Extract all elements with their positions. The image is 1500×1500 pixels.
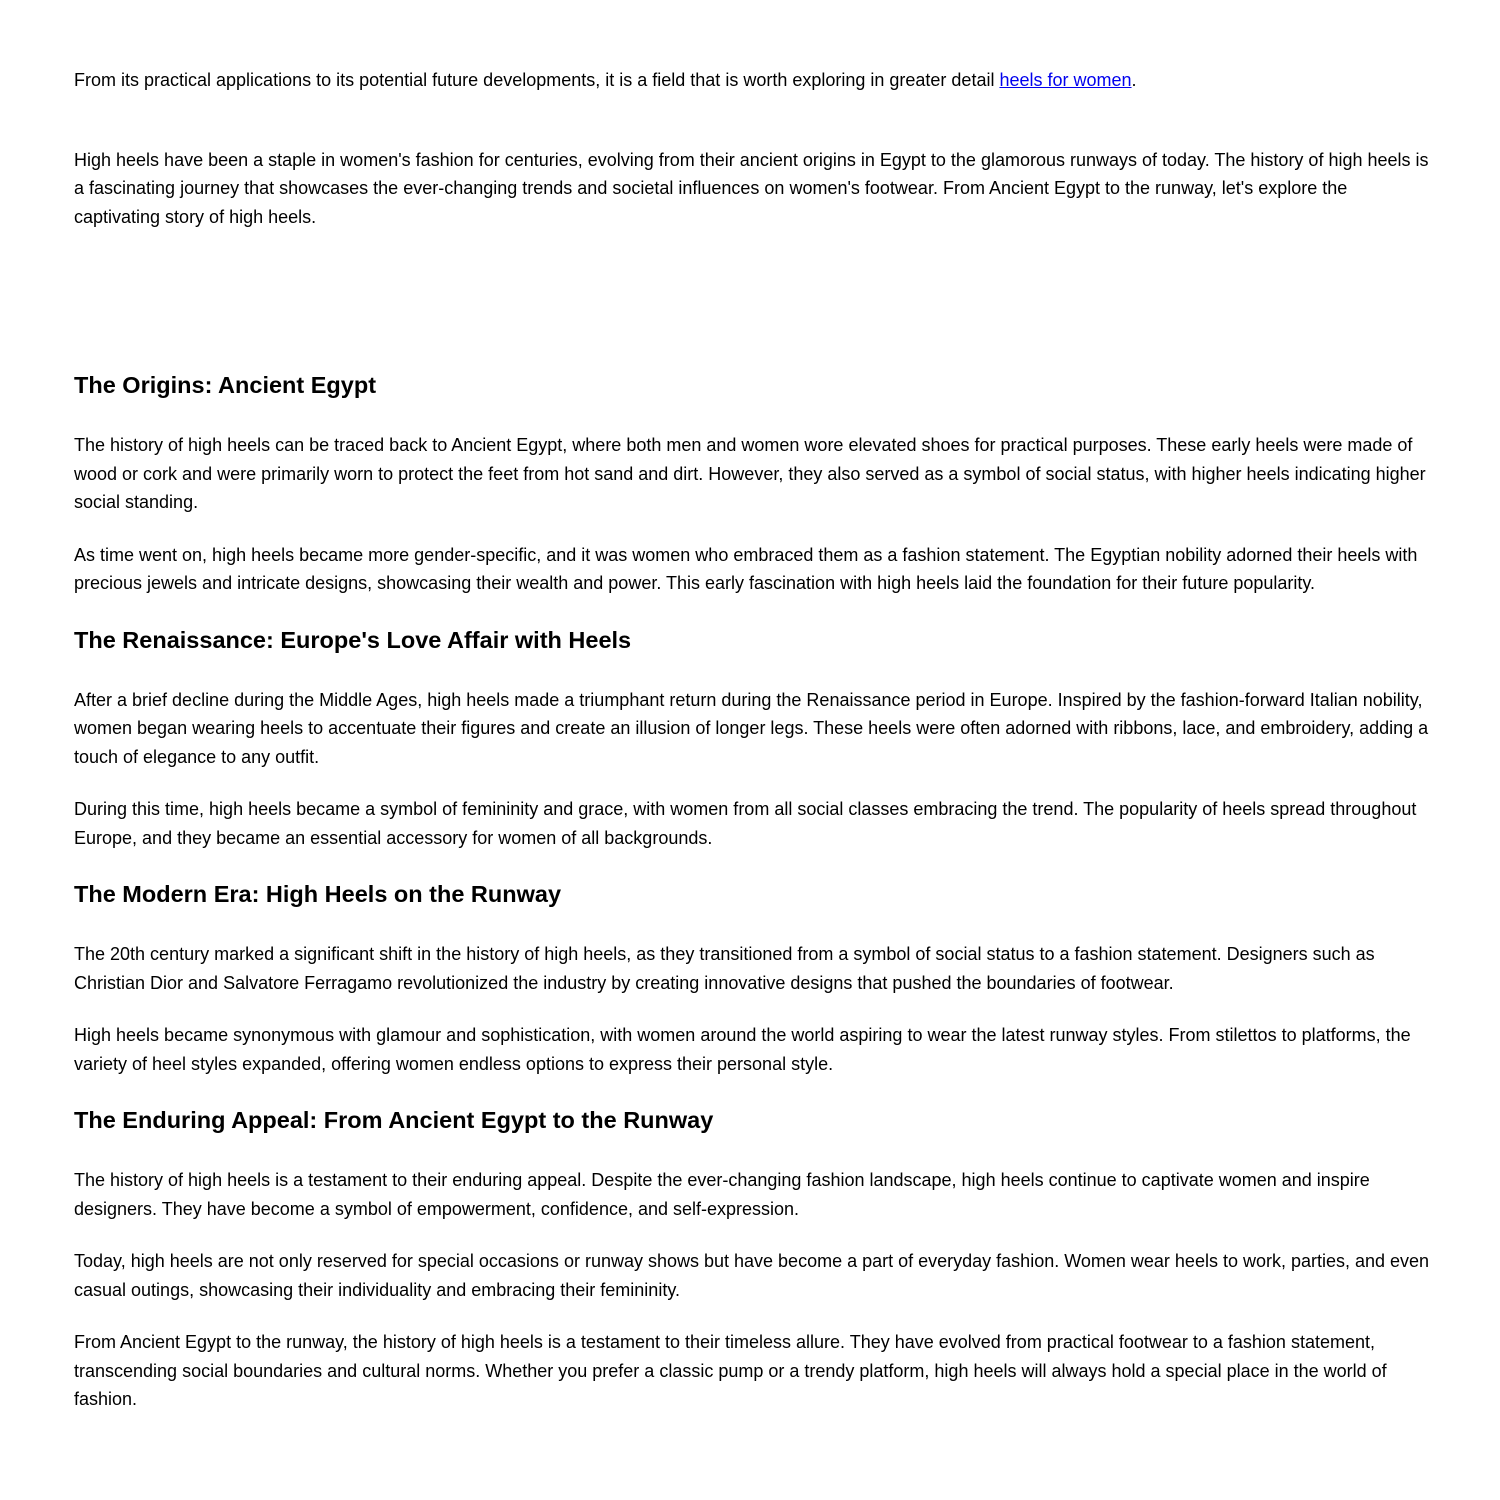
section-paragraph: High heels became synonymous with glamour and sophistication, with women around the world aspiring to wear the latest runway styles. From stilettos to platforms, the variety of heel styles expanded, offering women endless options to express their personal style. [74,1025,1411,1074]
section-paragraph: The 20th century marked a significant shift in the history of high heels, as they transitioned from a symbol of social status to a fashion statement. Designers such as Christian Dior and Salvatore Ferragamo revolutionized the industry by creating innovative designs that pushed the boundaries of footwear. [74,944,1375,993]
section-paragraph: The history of high heels is a testament to their enduring appeal. Despite the ever-changing fashion landscape, high heels continue to captivate women and inspire designers. They have become a symbol of empowerment, confidence, and self-expression. [74,1170,1370,1219]
section-paragraph: During this time, high heels became a symbol of femininity and grace, with women from all social classes embracing the trend. The popularity of heels spread throughout Europe, and they became an essential accessory for women of all backgrounds. [74,799,1417,848]
section-heading-modern-era: The Modern Era: High Heels on the Runway [74,881,562,907]
section-paragraph: From Ancient Egypt to the runway, the history of high heels is a testament to their timeless allure. They have evolved from practical footwear to a fashion statement, transcending social boundaries and cultural norms. Whether you prefer a classic pump or a trendy platform, high heels will always hold a special place in the world of fashion. [74,1332,1387,1409]
section-heading-origins: The Origins: Ancient Egypt [74,372,377,398]
intro-lead-end: . [1131,70,1137,90]
document-page [74,66,1430,1414]
intro-paragraph: High heels have been a staple in women's fashion for centuries, evolving from their ancient origins in Egypt to the glamorous runways of today. The history of high heels is a fascinating journey that showcases the ever-changing trends and societal influences on women's footwear. From Ancient Egypt to the runway, let's explore the captivating story of high heels. [74,149,1429,227]
heels-for-women-link[interactable]: heels for women [999,70,1132,90]
section-paragraph: Today, high heels are not only reserved for special occasions or runway shows but have become a part of everyday fashion. Women wear heels to work, parties, and even casual outings, showcasing their individuality and embracing their femininity. [74,1251,1430,1300]
section-heading-enduring-appeal: The Enduring Appeal: From Ancient Egypt to the Runway [74,1107,714,1133]
section-paragraph: The history of high heels can be traced back to Ancient Egypt, where both men and women wore elevated shoes for practical purposes. These early heels were made of wood or cork and were primarily worn to protect the feet from hot sand and dirt. However, they also served as a symbol of social status, with higher heels indicating higher social standing. [74,435,1426,512]
intro-lead-paragraph [74,66,1430,95]
section-paragraph: As time went on, high heels became more gender-specific, and it was women who embraced them as a fashion statement. The Egyptian nobility adorned their heels with precious jewels and intricate designs, showcasing their wealth and power. This early fascination with high heels laid the foundation for their future popularity. [74,544,1418,593]
intro-lead-text: From its practical applications to its potential future developments, it is a field that is worth exploring in greater detail [74,70,1000,90]
section-heading-renaissance: The Renaissance: Europe's Love Affair with Heels [74,626,632,653]
section-paragraph: After a brief decline during the Middle Ages, high heels made a triumphant return during the Renaissance period in Europe. Inspired by the fashion-forward Italian nobility, women began wearing heels to accentuate their figures and create an illusion of longer legs. These heels were often adorned with ribbons, lace, and embroidery, adding a touch of elegance to any outfit. [74,689,1429,767]
